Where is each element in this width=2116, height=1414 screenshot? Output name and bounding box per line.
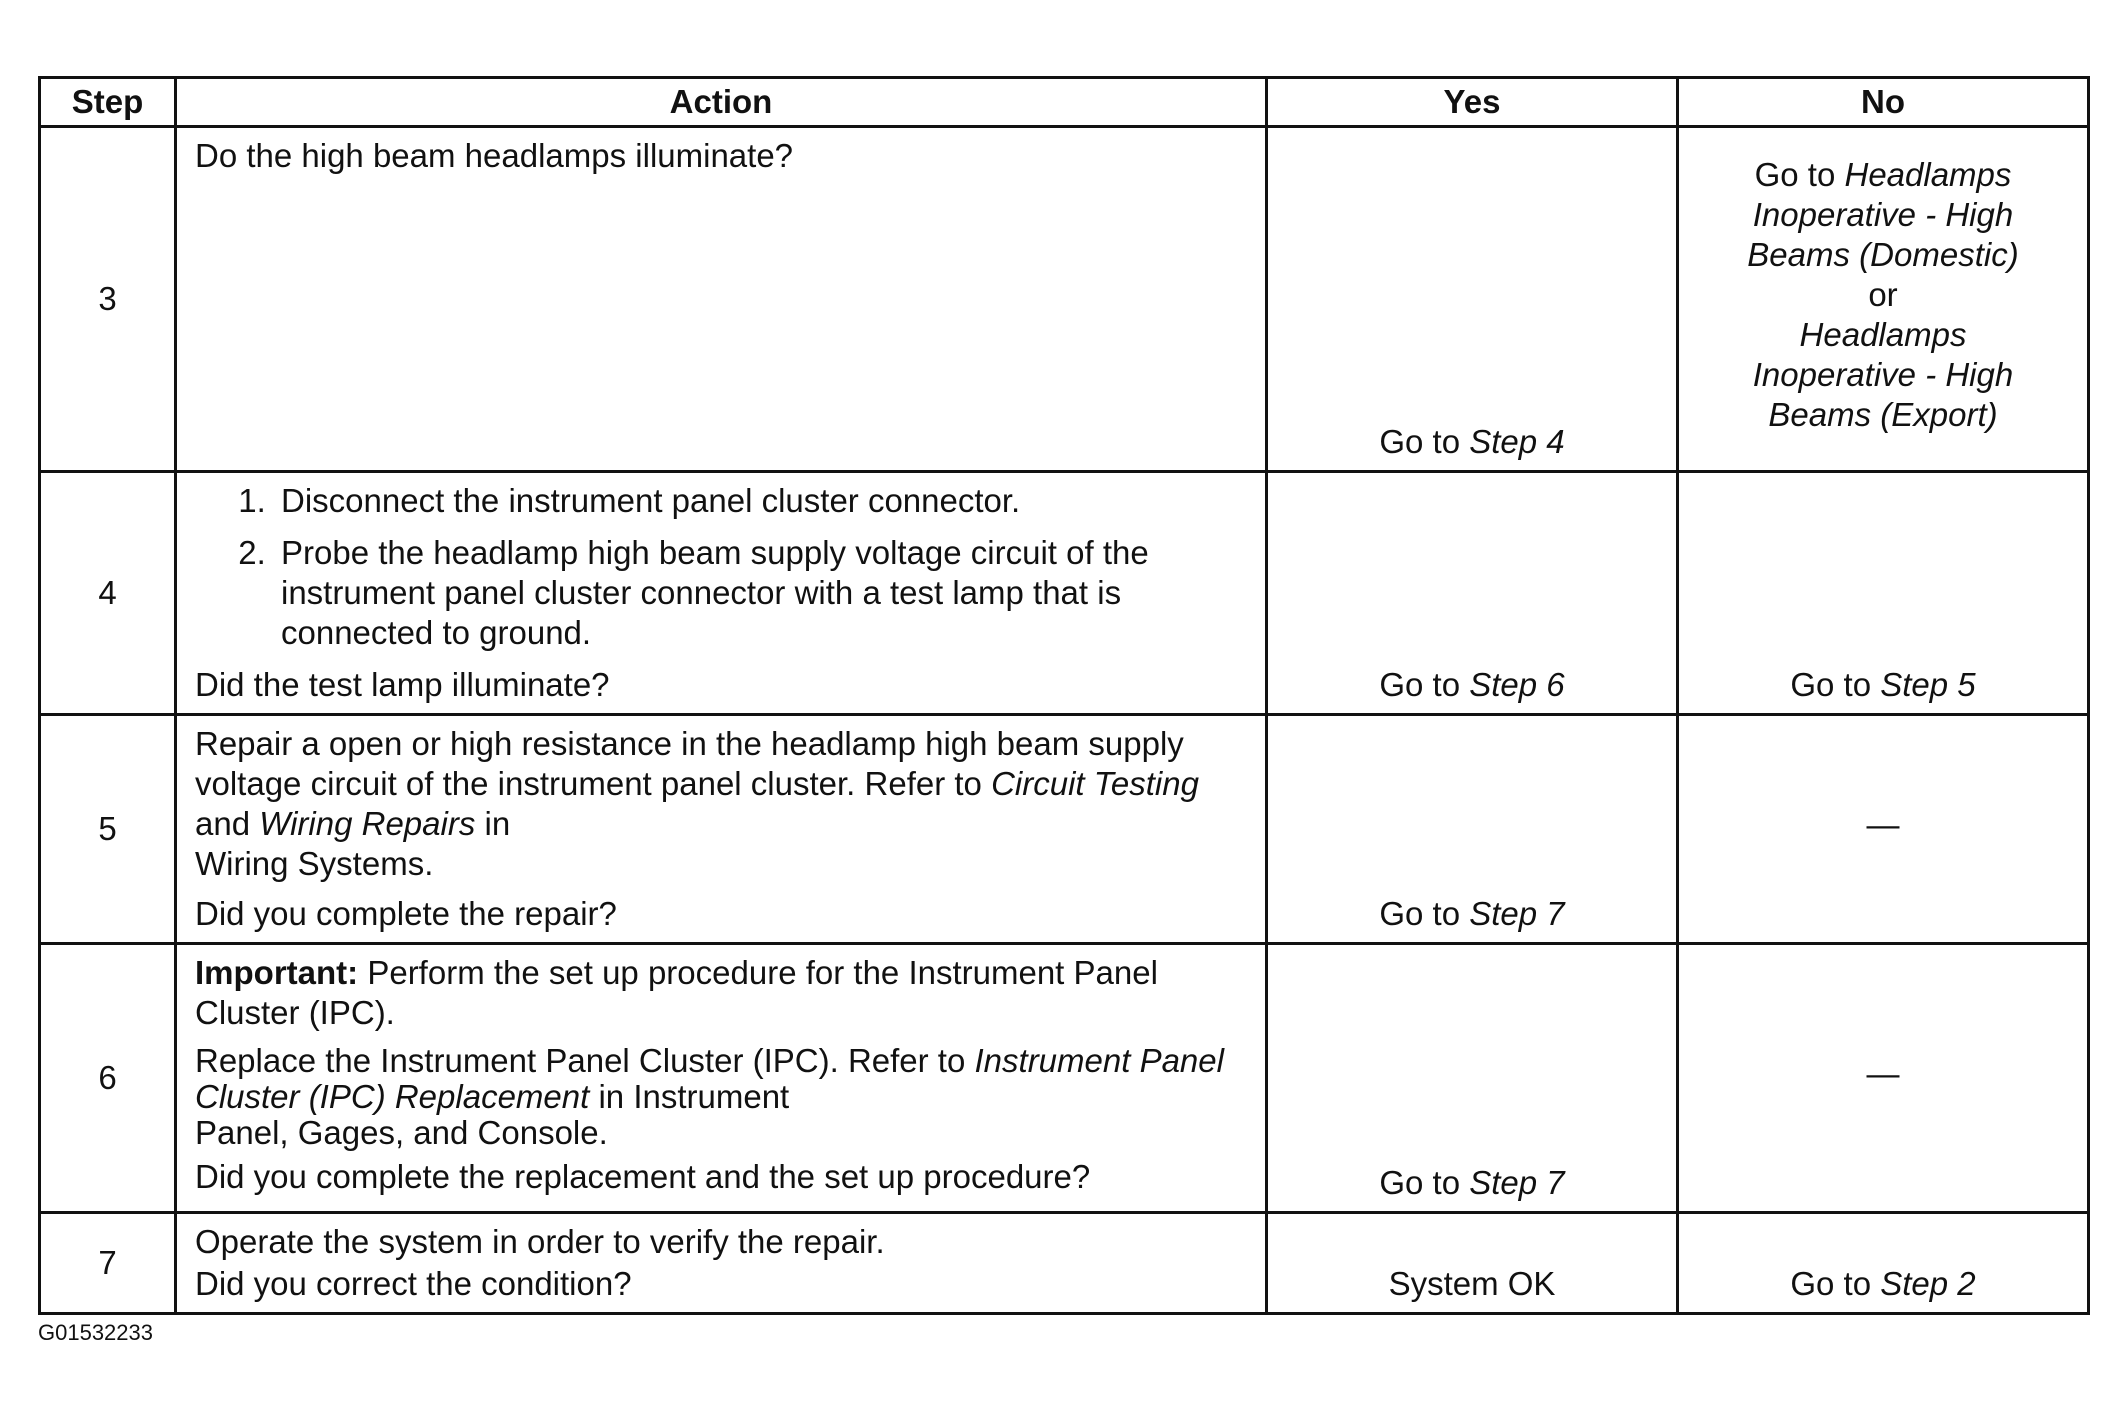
yes-step-link[interactable]: Step 6 <box>1469 666 1565 703</box>
no-cell <box>1678 715 2089 944</box>
action-question: Did you correct the condition? <box>195 1265 632 1302</box>
yes-prefix: Go to <box>1379 1164 1470 1201</box>
yes-step-link[interactable]: Step 7 <box>1469 895 1565 932</box>
action-cell <box>176 127 1267 472</box>
replace-text-b: in Instrument <box>589 1078 790 1115</box>
action-question: Did the test lamp illuminate? <box>195 666 610 703</box>
yes-cell <box>1267 472 1678 715</box>
no-step-link[interactable]: Step 2 <box>1880 1265 1976 1302</box>
action-text: Operate the system in order to verify the repair. <box>195 1223 885 1260</box>
column-header-step: Step <box>40 78 176 127</box>
step-number: 7 <box>40 1213 176 1314</box>
action-text: Do the high beam headlamps illuminate? <box>195 137 794 174</box>
step-number: 3 <box>40 127 176 472</box>
table-row <box>40 715 2089 944</box>
step-number: 4 <box>40 472 176 715</box>
no-step-link[interactable]: Step 5 <box>1880 666 1976 703</box>
action-text-b: in <box>475 805 511 842</box>
no-cell <box>1678 1213 2089 1314</box>
yes-cell <box>1267 127 1678 472</box>
no-cell <box>1678 127 2089 472</box>
action-cell <box>176 472 1267 715</box>
no-link-export[interactable]: Headlamps Inoperative - High Beams (Export) <box>1752 316 2014 433</box>
yes-cell <box>1267 944 1678 1213</box>
yes-prefix: Go to <box>1379 666 1470 703</box>
no-or: or <box>1868 276 1898 313</box>
action-and: and <box>195 805 260 842</box>
action-text-c: Wiring Systems. <box>195 845 434 882</box>
replace-instruction <box>195 1043 1247 1151</box>
table-row <box>40 1213 2089 1314</box>
action-question: Did you complete the replacement and the set up procedure? <box>195 1158 1091 1195</box>
no-prefix: Go to <box>1790 1265 1881 1302</box>
step-number: 6 <box>40 944 176 1213</box>
action-text <box>195 724 1247 884</box>
yes-cell <box>1267 715 1678 944</box>
column-header-yes: Yes <box>1267 78 1678 127</box>
table-row <box>40 472 2089 715</box>
table-row <box>40 944 2089 1213</box>
yes-step-link[interactable]: Step 4 <box>1469 423 1565 460</box>
replace-text-c: Panel, Gages, and Console. <box>195 1114 608 1151</box>
table-header-row <box>40 78 2089 127</box>
column-header-no: No <box>1678 78 2089 127</box>
action-cell <box>176 1213 1267 1314</box>
diagnostic-table-container <box>38 76 2087 1315</box>
column-header-action: Action <box>176 78 1267 127</box>
no-prefix: Go to <box>1754 156 1845 193</box>
action-cell <box>176 715 1267 944</box>
step-number: 5 <box>40 715 176 944</box>
no-link-domestic[interactable]: Headlamps Inoperative - High Beams (Domestic) <box>1747 156 2019 273</box>
diagnostic-table <box>38 76 2090 1315</box>
no-dash: — <box>1866 1055 1900 1092</box>
important-text: Perform the set up procedure for the Instrument Panel Cluster (IPC). <box>195 954 1158 1031</box>
no-cell <box>1678 472 2089 715</box>
yes-step-link[interactable]: Step 7 <box>1469 1164 1565 1201</box>
action-cell <box>176 944 1267 1213</box>
wiring-repairs-link[interactable]: Wiring Repairs <box>259 805 476 842</box>
yes-prefix: Go to <box>1379 895 1470 932</box>
action-step-item: 2. Probe the headlamp high beam supply voltage circuit of the instrument panel cluster connector with a test lamp that is connected to ground. <box>275 533 1247 653</box>
circuit-testing-link[interactable]: Circuit Testing <box>991 765 1199 802</box>
action-steps-list <box>195 481 1247 653</box>
table-row <box>40 127 2089 472</box>
ipc-replacement-link[interactable]: Instrument Panel Cluster (IPC) Replacement <box>195 1042 1224 1115</box>
no-dash: — <box>1866 806 1900 843</box>
action-step-item: 1. Disconnect the instrument panel cluster connector. <box>275 481 1247 521</box>
yes-cell <box>1267 1213 1678 1314</box>
no-prefix: Go to <box>1790 666 1881 703</box>
figure-id: G01532233 <box>38 1320 153 1345</box>
no-cell <box>1678 944 2089 1213</box>
action-question: Did you complete the repair? <box>195 895 617 932</box>
yes-system-ok: System OK <box>1388 1265 1556 1302</box>
action-text-a: Repair a open or high resistance in the headlamp high beam supply voltage circuit of the instrument panel cluster. Refer to <box>195 725 1184 802</box>
replace-text-a: Replace the Instrument Panel Cluster (IPC). Refer to <box>195 1042 975 1079</box>
yes-prefix: Go to <box>1379 423 1470 460</box>
important-note <box>195 953 1247 1033</box>
important-label: Important: <box>195 954 359 991</box>
